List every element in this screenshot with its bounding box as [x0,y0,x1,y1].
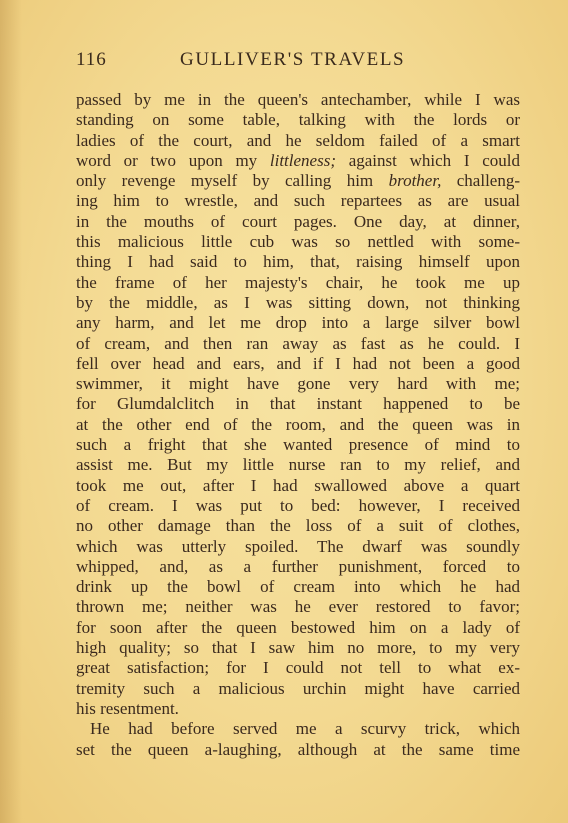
text-line: word or two upon my littleness; against which I could [76,150,520,170]
text-line: the frame of her majesty's chair, he took me up [76,272,520,292]
text-line: of cream. I was put to bed: however, I received [76,495,520,515]
italic-word: brother, [388,171,442,191]
page-header [76,49,520,75]
text-line: ing him to wrestle, and such repartees as are usual [76,191,520,211]
text-line: no other damage than the loss of a suit of clothes, [76,516,520,536]
text-line: took me out, after I had swallowed above a quart [76,475,520,495]
text-line: any harm, and let me drop into a large silver bowl [76,313,520,333]
text-line: drink up the bowl of cream into which he had [76,577,520,597]
text-line: great satisfaction; for I could not tell to what ex- [76,658,520,678]
text-line: tremity such a malicious urchin might have carried [76,678,520,698]
text-line: by the middle, as I was sitting down, not thinking [76,292,520,312]
text-line: thrown me; neither was he ever restored to favor; [76,597,520,617]
text-line: ladies of the court, and he seldom failed of a smart [76,130,520,150]
text-line: his resentment. [76,698,179,718]
text-line: at the other end of the room, and the queen was in [76,414,520,434]
text-line: for soon after the queen bestowed him on a lady of [76,617,520,637]
text-line: for Glumdalclitch in that instant happened to be [76,394,520,414]
text-line: which was utterly spoiled. The dwarf was soundly [76,536,520,556]
text-line: whipped, and, as a further punishment, forced to [76,556,520,576]
italic-word: littleness; [269,150,336,170]
text-line: this malicious little cub was so nettled with some- [76,232,520,252]
text-line: set the queen a-laughing, although at the same time [76,739,520,759]
text-line: thing I had said to him, that, raising himself upon [76,252,520,272]
text-line: such a fright that she wanted presence of mind to [76,435,520,455]
page-number: 116 [76,49,107,70]
text-line: of cream, and then ran away as fast as he could. I [76,333,520,353]
text-line: only revenge myself by calling him brother, challeng- [76,171,521,191]
running-head: GULLIVER'S TRAVELS [180,49,406,70]
text-line: high quality; so that I saw him no more, to my very [76,638,520,658]
text-line: He had before served me a scurvy trick, which [90,719,520,739]
text-line: swimmer, it might have gone very hard with me; [76,374,520,394]
text-line: assist me. But my little nurse ran to my relief, and [76,455,520,475]
body-text [76,90,520,760]
text-line: in the mouths of court pages. One day, at dinner, [76,211,520,231]
text-line: fell over head and ears, and if I had not been a good [76,353,520,373]
text-line: passed by me in the queen's antechamber, while I was [76,90,520,109]
text-line: standing on some table, talking with the lords or [76,110,520,130]
